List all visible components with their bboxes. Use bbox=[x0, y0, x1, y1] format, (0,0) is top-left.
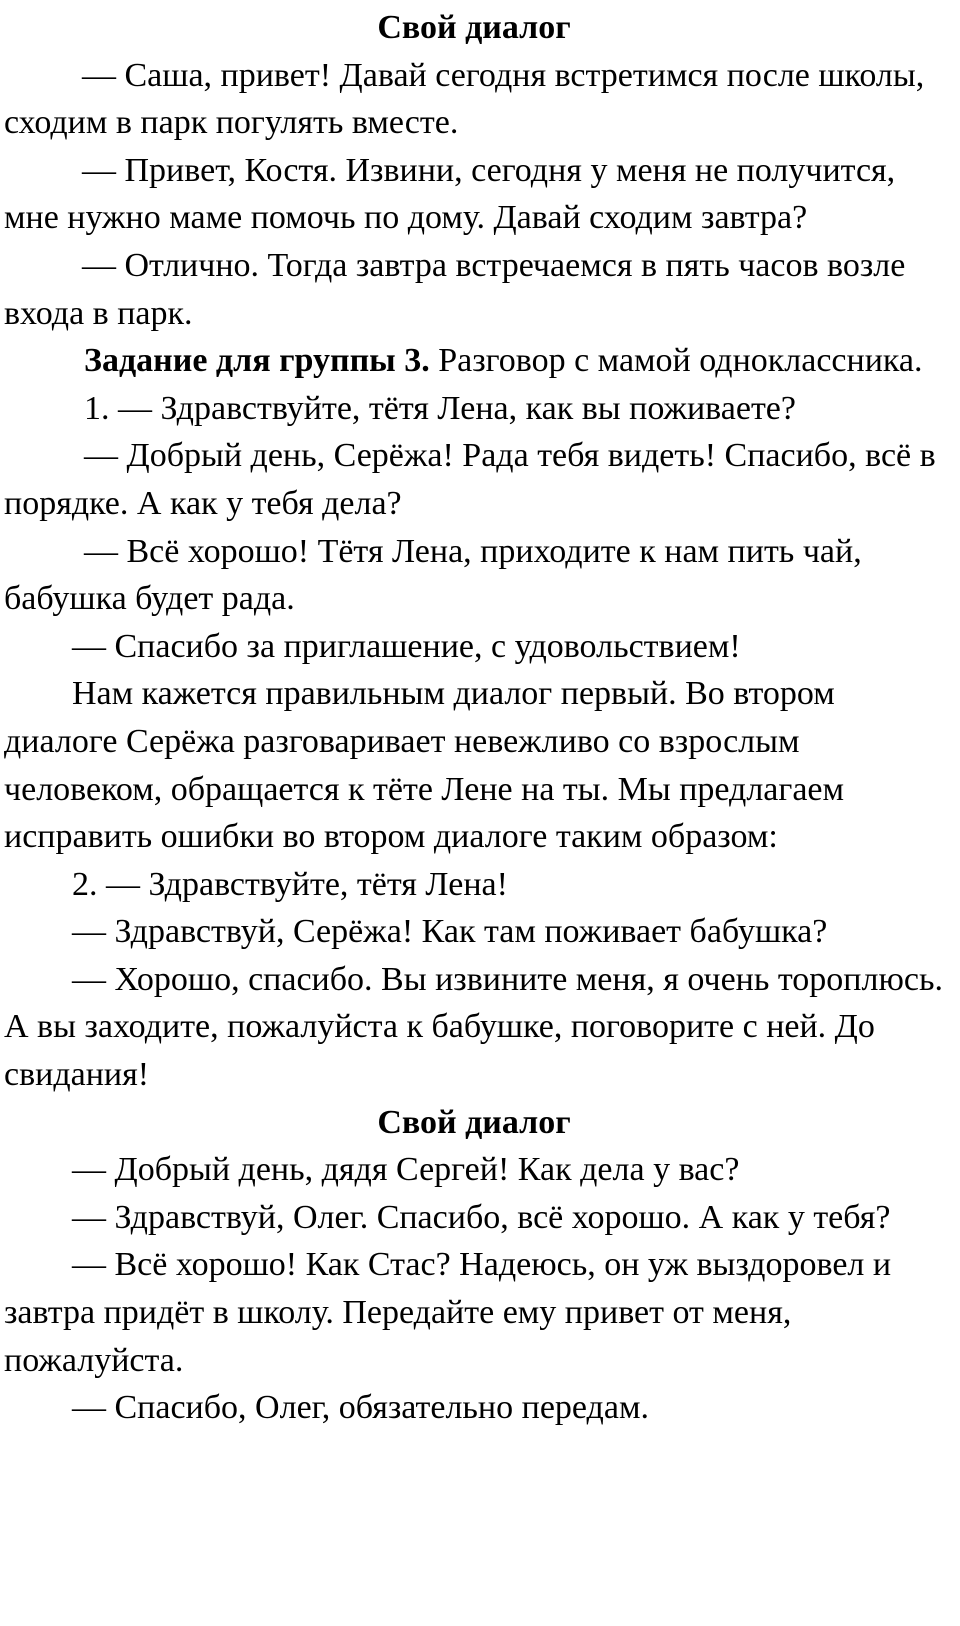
task-title: Задание для группы 3. bbox=[84, 342, 430, 380]
dialog-line: — Хорошо, спасибо. Вы извините меня, я очень тороплюсь. А вы заходите, пожалуйста к бабушке, поговорите с ней. До свидания! bbox=[4, 960, 943, 1094]
dialog-line: — Здравствуй, Олег. Спасибо, всё хорошо. А как у тебя? bbox=[72, 1198, 891, 1236]
dialog-line: — Спасибо, Олег, обязательно передам. bbox=[72, 1389, 649, 1427]
dialog-line: — Всё хорошо! Как Стас? Надеюсь, он уж выздоровел и завтра придёт в школу. Передайте ему привет от меня, пожалуйста. bbox=[4, 1246, 892, 1379]
task-paragraph bbox=[4, 337, 944, 385]
dialog-line: 1. — Здравствуйте, тётя Лена, как вы поживаете? bbox=[84, 389, 796, 427]
dialog-line: — Добрый день, Серёжа! Рада тебя видеть! Спасибо, всё в порядке. А как у тебя дела? bbox=[4, 437, 936, 522]
analysis-paragraph: Нам кажется правильным диалог первый. Во втором диалоге Серёжа разговаривает невежливо со взрослым человеком, обращается к тёте Лене на ты. Мы предлагаем исправить ошибки во втором диалоге таким образом: bbox=[4, 675, 845, 856]
dialog-line: — Спасибо за приглашение, с удовольствием! bbox=[72, 627, 741, 665]
dialog-line: — Всё хорошо! Тётя Лена, приходите к нам пить чай, бабушка будет рада. bbox=[4, 532, 862, 618]
dialog-line: — Привет, Костя. Извини, сегодня у меня не получится, мне нужно маме помочь по дому. Давай сходим завтра? bbox=[4, 151, 896, 237]
section-heading: Свой диалог bbox=[377, 1103, 571, 1141]
dialog-line: — Добрый день, дядя Сергей! Как дела у вас? bbox=[72, 1151, 740, 1189]
dialog-line: — Саша, привет! Давай сегодня встретимся после школы, сходим в парк погулять вместе. bbox=[4, 56, 925, 142]
section-heading: Свой диалог bbox=[377, 9, 571, 46]
dialog-line: — Отлично. Тогда завтра встречаемся в пять часов возле входа в парк. bbox=[4, 246, 906, 332]
dialog-line: 2. — Здравствуйте, тётя Лена! bbox=[72, 865, 508, 903]
dialog-line: — Здравствуй, Серёжа! Как там поживает бабушка? bbox=[72, 913, 828, 951]
task-description: Разговор с мамой одноклассника. bbox=[429, 342, 923, 380]
